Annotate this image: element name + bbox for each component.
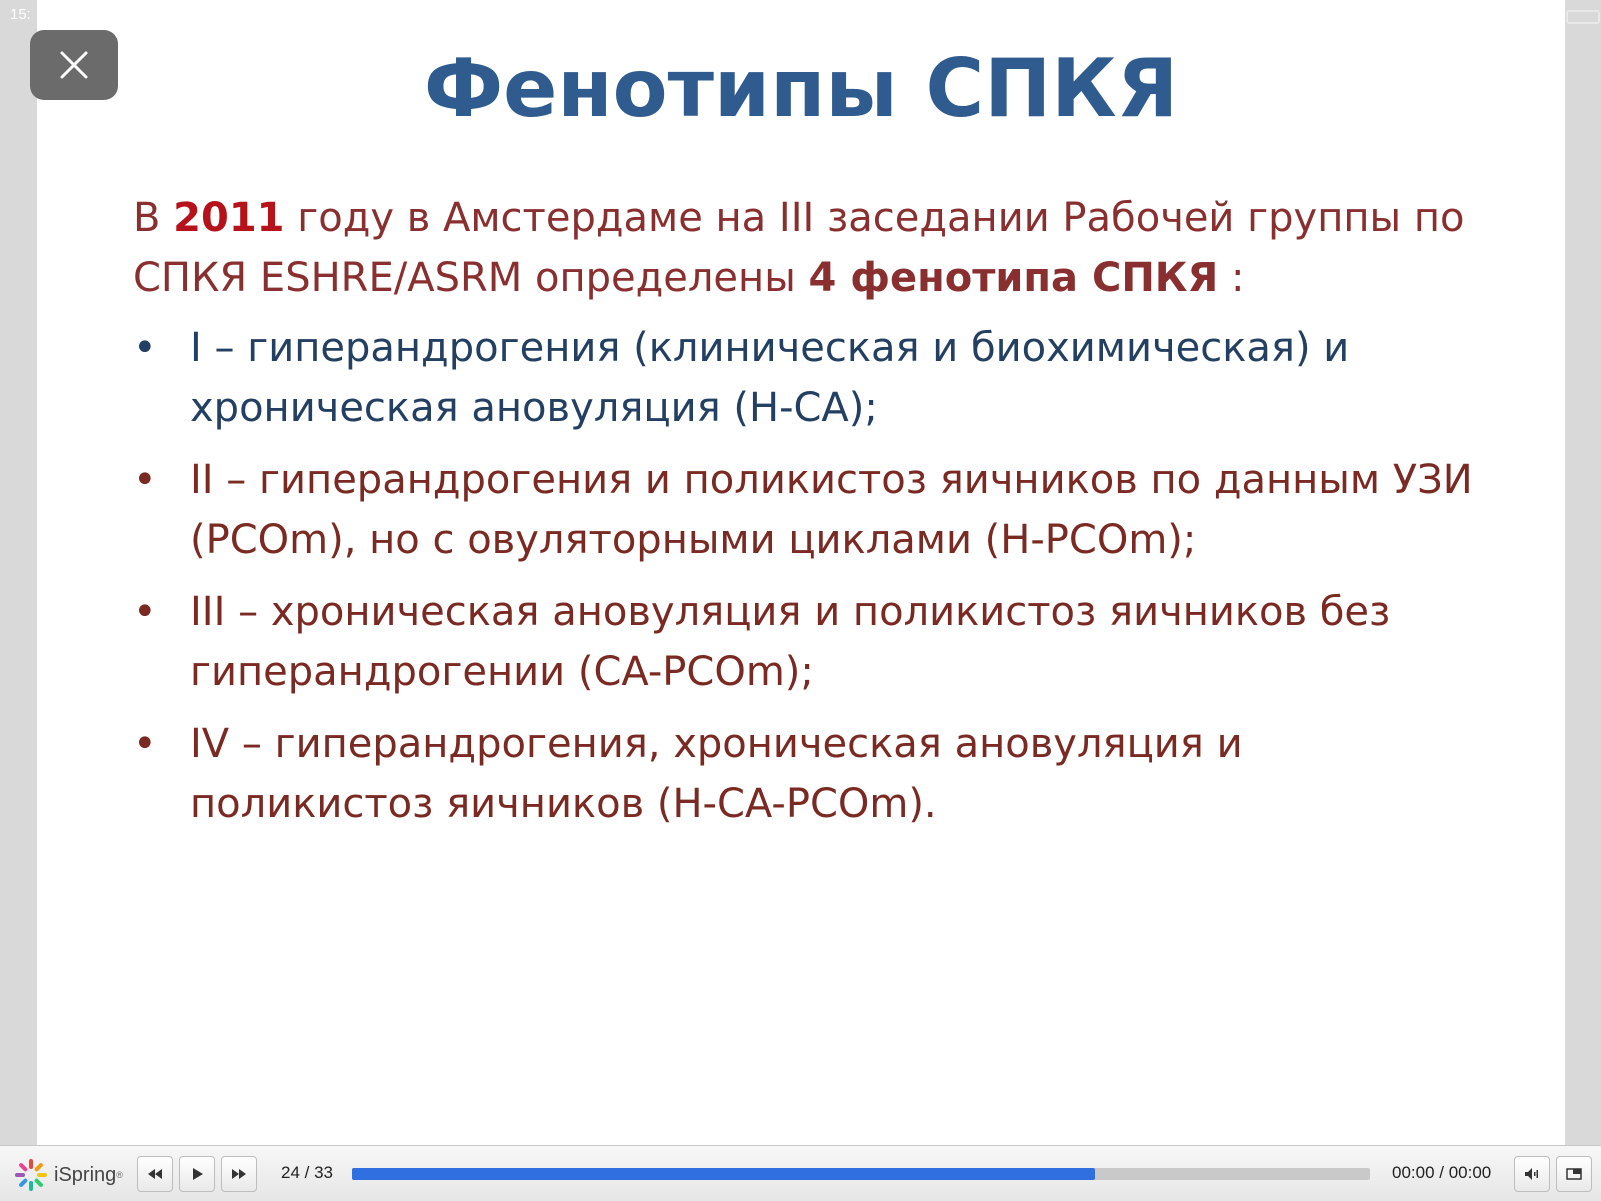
battery-icon xyxy=(1566,10,1600,24)
fullscreen-button[interactable] xyxy=(1556,1156,1592,1192)
close-button[interactable] xyxy=(30,30,118,100)
bullet-icon: • xyxy=(133,325,157,371)
logo-text: iSpring xyxy=(54,1163,117,1186)
previous-slide-button[interactable] xyxy=(137,1156,173,1192)
intro-text-end: : xyxy=(1218,255,1245,301)
next-slide-button[interactable] xyxy=(221,1156,257,1192)
fullscreen-icon xyxy=(1565,1165,1583,1183)
intro-year: 2011 xyxy=(173,195,285,241)
close-icon xyxy=(59,50,89,80)
slide-title: Фенотипы СПКЯ xyxy=(423,42,1179,135)
intro-text-middle: году в Амстердаме на III заседании Рабочей группы по СПКЯ ESHRE/ASRM определены xyxy=(133,195,1465,301)
ispring-flower-icon xyxy=(14,1158,48,1192)
slide-counter: 24 / 33 xyxy=(281,1163,333,1182)
play-icon xyxy=(188,1165,206,1183)
slide-canvas xyxy=(37,0,1565,1145)
ispring-logo xyxy=(14,1158,123,1192)
status-bar-time: 15: xyxy=(10,6,31,23)
phenotype-item-4 xyxy=(133,714,1483,834)
fast-forward-icon xyxy=(230,1165,248,1183)
progress-fill xyxy=(352,1168,1095,1180)
intro-paragraph xyxy=(133,188,1473,308)
phenotype-item-3 xyxy=(133,582,1483,702)
phenotype-text: III – хроническая ановуляция и поликистоз яичников без гиперандрогении (CA-PCOm); xyxy=(190,589,1391,695)
phenotype-item-1 xyxy=(133,318,1483,438)
rewind-icon xyxy=(146,1165,164,1183)
play-button[interactable] xyxy=(179,1156,215,1192)
intro-phenotype-count: 4 фенотипа СПКЯ xyxy=(808,255,1219,301)
progress-bar[interactable] xyxy=(352,1168,1370,1180)
time-readout: 00:00 / 00:00 xyxy=(1392,1163,1492,1182)
phenotype-text: II – гиперандрогения и поликистоз яичников по данным УЗИ (PCOm), но с овуляторными циклами (H-PCOm); xyxy=(190,457,1473,563)
phenotype-list xyxy=(133,318,1483,846)
bullet-icon: • xyxy=(133,457,157,503)
bullet-icon: • xyxy=(133,589,157,635)
intro-text-start: В xyxy=(133,195,174,241)
bullet-icon: • xyxy=(133,721,157,767)
phenotype-item-2 xyxy=(133,450,1483,570)
speaker-icon xyxy=(1523,1165,1541,1183)
phenotype-text: IV – гиперандрогения, хроническая ановуляция и поликистоз яичников (H-CA-PCOm). xyxy=(190,721,1243,827)
volume-button[interactable] xyxy=(1514,1156,1550,1192)
player-bar xyxy=(0,1145,1601,1201)
phenotype-text: I – гиперандрогения (клиническая и биохимическая) и хроническая ановуляция (H-CA); xyxy=(190,325,1350,431)
logo-registered-mark: ® xyxy=(116,1170,123,1180)
